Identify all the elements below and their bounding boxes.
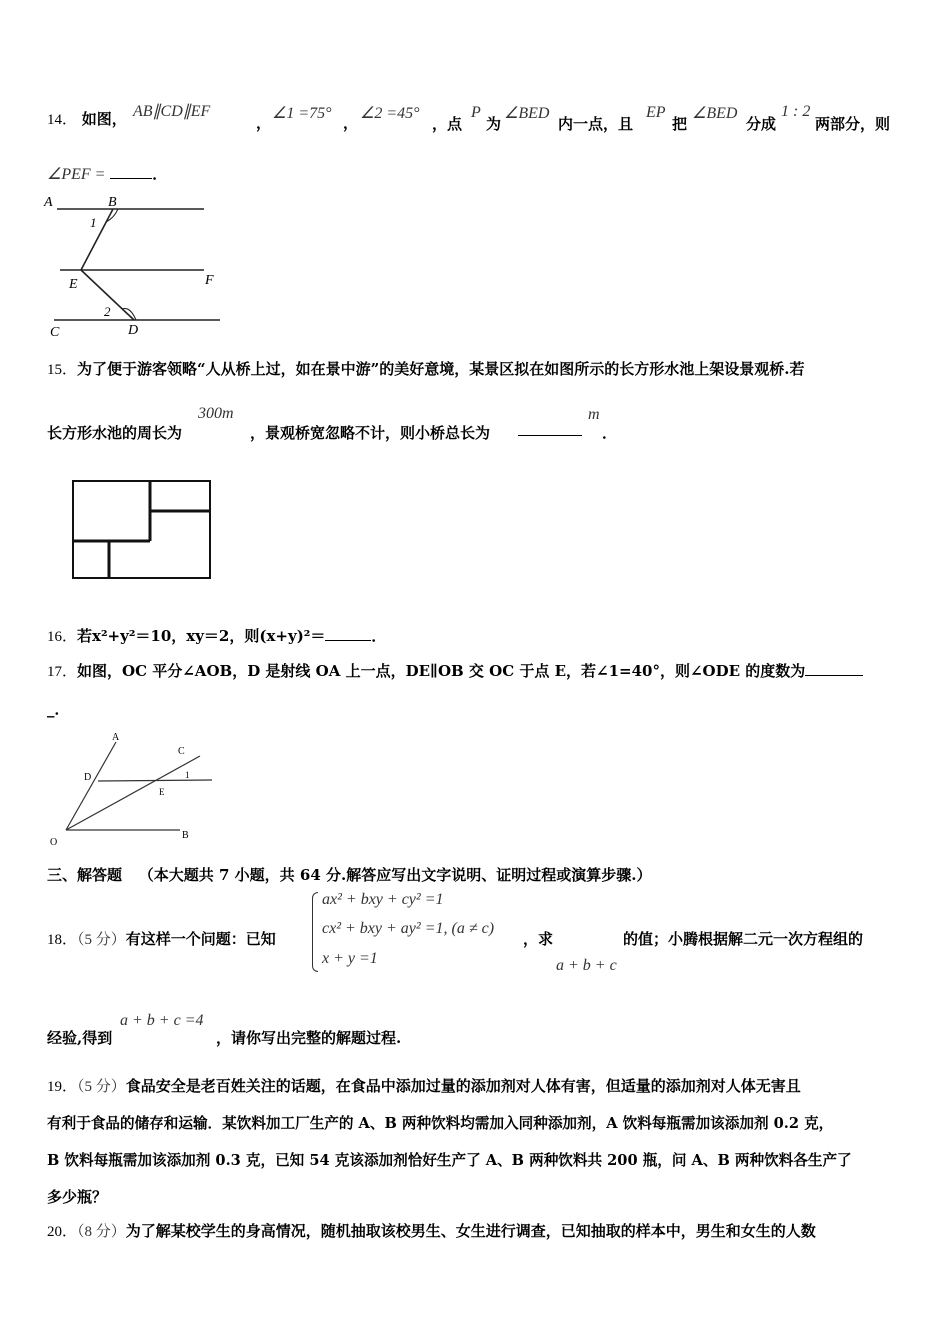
label-f: F [205,273,214,288]
label-d: D [84,772,92,783]
q15-number: 15． [47,362,78,378]
q15-pool-figure [70,478,215,583]
q14-answer-blank[interactable] [110,166,152,179]
q14-figure [40,188,230,340]
q14-ratio: 1 : 2 [781,103,811,120]
q15-line2a: 长方形水池的周长为 [47,424,183,442]
q15-unit: m [588,406,600,423]
q18-equation-system [312,888,522,976]
q18-target-expr: a + b + c [556,957,617,974]
q14-angle-bed-2: ∠BED [692,105,738,122]
q14-angle-bed: ∠BED [504,105,550,122]
q18-line1: 18．（5 分）有这样一个问题：已知 [47,930,276,948]
equation-2: cx² + bxy + ay² =1, (a ≠ c) [322,920,495,937]
q14-point-p: P [471,104,481,121]
q14-line2: ∠PEF = ． [47,165,168,183]
q16-answer-blank[interactable] [325,628,371,641]
q15-line2b: ，景观桥宽忽略不计，则小桥总长为 [250,424,491,442]
segment-de [98,780,212,781]
label-a: A [44,195,53,210]
label-b: B [108,195,117,210]
label-e: E [159,787,165,797]
q14-ep: EP [646,104,666,121]
section3-heading [47,864,651,885]
q19-line3: B 饮料每瓶需加该添加剂 0.3 克，已知 54 克该添加剂恰好生产了 A、B 两种饮料共 200 瓶，问 A、B 两种饮料各生产了 [47,1152,852,1169]
q18-line1c: 的值；小腾根据解二元一次方程组的 [623,930,864,948]
label-a: A [112,732,120,743]
q20-score: （8 分） [77,1224,126,1240]
system-brace [312,892,318,972]
equation-1: ax² + bxy + cy² =1 [322,891,444,908]
ray-oc [66,756,200,830]
equation-3: x + y =1 [322,950,378,967]
section3-note: （本大题共 7 小题，共 64 分.解答应写出文字说明、证明过程或演算步骤.） [138,866,652,884]
q14-parallel-expr: AB∥CD∥EF [133,103,211,120]
q17-line1: 17．如图，OC 平分∠AOB，D 是射线 OA 上一点，DE∥OB 交 OC 于点 E，若∠1=40°，则∠ODE 的度数为 [47,660,863,681]
q18-number: 18． [47,932,78,948]
q19-number: 19． [47,1079,78,1095]
q20-line1: 20．（8 分）为了解某校学生的身高情况，随机抽取该校男生、女生进行调查，已知抽取的样本中，男生和女生的人数 [47,1222,816,1240]
q19-line2: 有利于食品的储存和运输．某饮料加工厂生产的 A、B 两种饮料均需加入同种添加剂，A 饮料每瓶需加该添加剂 0.2 克， [47,1115,834,1132]
q14-angle-pef: ∠PEF = [47,166,106,183]
q15-perimeter: 300m [198,405,234,422]
q17-number: 17． [47,664,78,680]
q17-figure [44,728,224,850]
section3-title: 三、解答题 [47,866,123,884]
label-c: C [50,325,60,340]
q16-number: 16． [47,629,78,645]
q14-angle1-expr: ∠1 =75° [272,105,332,122]
q18-score: （5 分） [77,932,126,948]
q17-answer-blank[interactable] [805,663,863,676]
q15-line1: 15．为了便于游客领略“人从桥上过，如在景中游”的美好意境，某景区拟在如图所示的长方形水池上架设景观桥.若 [47,360,805,378]
q19-score: （5 分） [77,1079,126,1095]
label-b: B [182,830,189,841]
q18-line2a: 经验,得到 [47,1029,113,1047]
q18-result-expr: a + b + c =4 [120,1012,204,1029]
q19-line1: 19．（5 分）食品安全是老百姓关注的话题，在食品中添加过量的添加剂对人体有害，但适量的添加剂对人体无害且 [47,1077,801,1095]
q17-tail: _． [47,700,70,718]
pool-outline [73,481,210,578]
label-one: 1 [90,215,97,230]
q16-line: 16．若x²+y²＝10，xy＝2，则(x+y)²＝ ． [47,627,387,645]
q14-line1: 14． 如图， [47,110,127,128]
label-two: 2 [104,304,111,319]
label-o: O [50,837,58,848]
label-one: 1 [185,770,190,780]
q14-number: 14． [47,112,78,128]
q16-expression: x²+y²＝10，xy＝2，则(x+y)²＝ [92,627,326,645]
q15-answer-blank[interactable] [518,423,582,436]
q20-number: 20． [47,1224,78,1240]
segment-be [81,209,113,270]
label-e: E [69,277,78,292]
q18-line2b: ，请你写出完整的解题过程. [216,1029,402,1047]
q14-angle2-expr: ∠2 =45° [360,105,420,122]
q19-line4: 多少瓶？ [47,1188,108,1206]
label-d: D [128,323,139,338]
label-c: C [178,746,185,757]
